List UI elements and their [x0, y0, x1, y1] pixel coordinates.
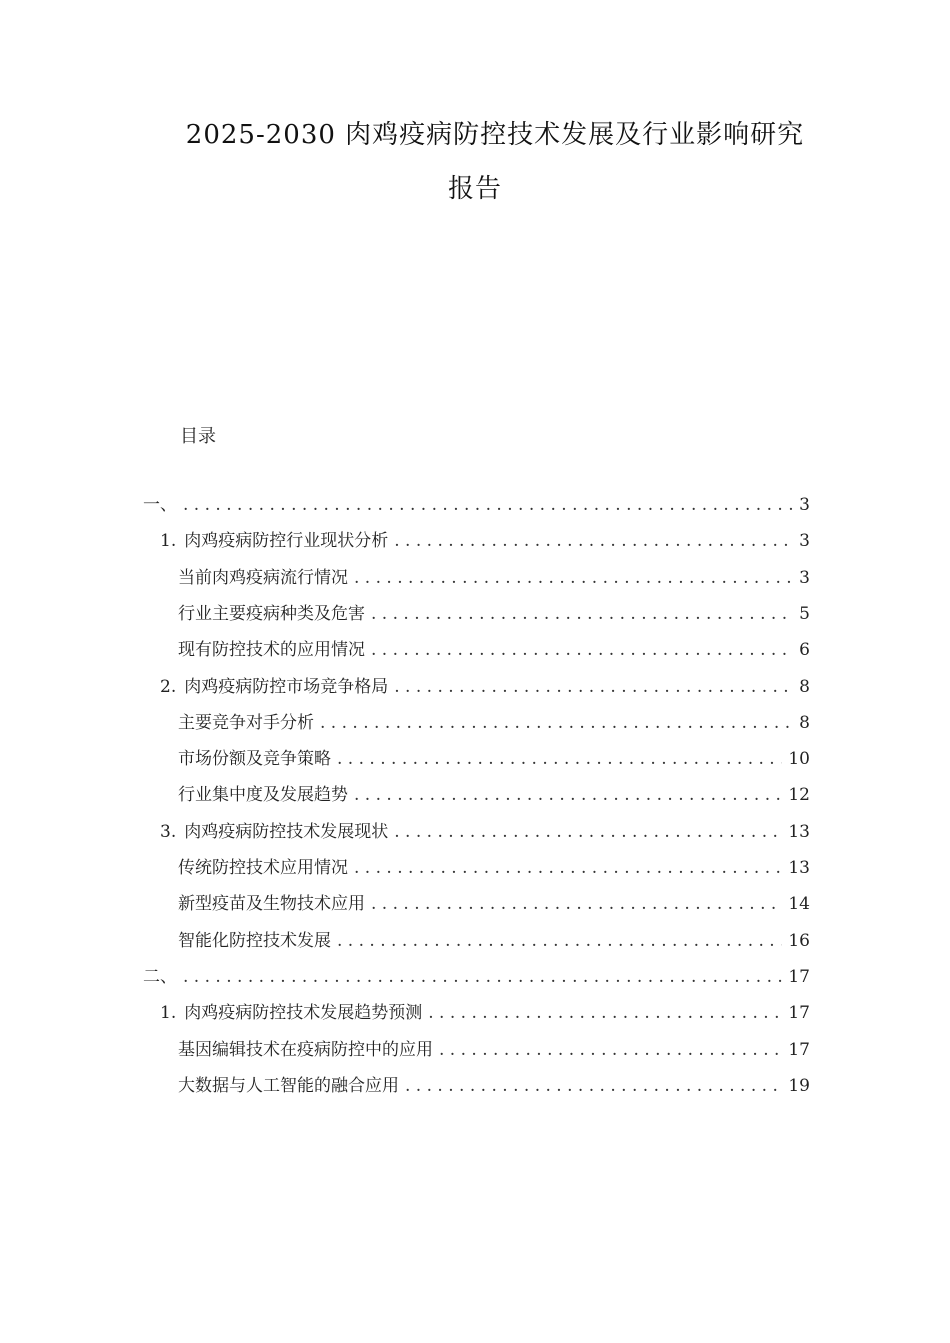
- toc-entry-page-number: 19: [788, 1075, 810, 1096]
- toc-entry-number: 1.: [160, 531, 177, 552]
- report-title-line2: 报告: [447, 174, 502, 204]
- toc-leader-dots: [394, 822, 782, 842]
- toc-entry-page-number: 6: [799, 640, 810, 661]
- toc-entry[interactable]: [178, 853, 810, 883]
- toc-entry[interactable]: [178, 744, 810, 774]
- toc-entry-label: 新型疫苗及生物技术应用: [178, 894, 365, 915]
- toc-leader-dots: [354, 568, 793, 588]
- toc-entry-page-number: 12: [788, 785, 810, 806]
- toc-entry-label: 一、: [143, 495, 177, 515]
- toc-entry-number: 3.: [160, 821, 177, 842]
- toc-leader-dots: [337, 931, 782, 951]
- toc-entry-page-number: 3: [799, 567, 810, 588]
- toc-entry-label: 基因编辑技术在疫病防控中的应用: [178, 1039, 433, 1060]
- toc-entry-page-number: 8: [799, 676, 810, 697]
- toc-entry-label: 肉鸡疫病防控市场竞争格局: [184, 676, 389, 697]
- toc-entry-page-number: 10: [788, 749, 810, 770]
- toc-entry-number: 1.: [160, 1003, 177, 1024]
- toc-leader-dots: [405, 1076, 782, 1096]
- toc-entry-page-number: 17: [788, 1003, 810, 1024]
- toc-entry[interactable]: [178, 599, 810, 629]
- toc-heading: 目录: [180, 426, 216, 447]
- toc-entry-label: 现有防控技术的应用情况: [178, 640, 365, 661]
- toc-entry-label: 市场份额及竞争策略: [178, 749, 331, 770]
- toc-entry[interactable]: [178, 708, 810, 738]
- toc-entry[interactable]: [178, 635, 810, 665]
- toc-leader-dots: [337, 749, 782, 769]
- toc-entry-page-number: 14: [788, 894, 810, 915]
- toc-entry[interactable]: [160, 526, 810, 556]
- toc-entry[interactable]: [160, 998, 810, 1028]
- toc-entry[interactable]: [178, 1071, 810, 1101]
- toc-entry-label: 肉鸡疫病防控技术发展现状: [184, 821, 389, 842]
- toc-entry-label: 肉鸡疫病防控技术发展趋势预测: [184, 1003, 423, 1024]
- toc-entry-page-number: 17: [788, 1039, 810, 1060]
- toc-entry-label: 行业主要疫病种类及危害: [178, 603, 365, 624]
- toc-entry[interactable]: [178, 780, 810, 810]
- report-title-line1: 2025-2030 肉鸡疫病防控技术发展及行业影响研究: [185, 120, 805, 150]
- toc-entry[interactable]: [160, 817, 810, 847]
- toc-leader-dots: [371, 640, 793, 660]
- toc-entry-page-number: 8: [799, 712, 810, 733]
- toc-entry[interactable]: [178, 1035, 810, 1065]
- toc-leader-dots: [371, 604, 793, 624]
- toc-entry-label: 大数据与人工智能的融合应用: [178, 1075, 399, 1096]
- toc-entry[interactable]: [178, 563, 810, 593]
- toc-entry-label: 当前肉鸡疫病流行情况: [178, 567, 348, 588]
- toc-entry-page-number: 17: [788, 966, 810, 987]
- toc-entry[interactable]: [178, 926, 810, 956]
- toc-entry[interactable]: [178, 889, 810, 919]
- toc-entry-label: 肉鸡疫病防控行业现状分析: [184, 531, 389, 552]
- toc-leader-dots: [394, 677, 793, 697]
- toc-entry-label: 主要竞争对手分析: [178, 712, 314, 733]
- toc-entry-label: 智能化防控技术发展: [178, 930, 331, 951]
- toc-leader-dots: [439, 1040, 782, 1060]
- toc-entry-page-number: 13: [788, 821, 810, 842]
- toc-entry-label: 行业集中度及发展趋势: [178, 785, 348, 806]
- toc-entry-page-number: 5: [799, 603, 810, 624]
- toc-entry-page-number: 16: [788, 930, 810, 951]
- toc-leader-dots: [183, 495, 793, 515]
- toc-entry[interactable]: [143, 490, 810, 520]
- toc-entry[interactable]: [160, 672, 810, 702]
- toc-entry-label: 传统防控技术应用情况: [178, 858, 348, 878]
- toc-entry-label: 二、: [143, 966, 177, 987]
- toc-entry[interactable]: [143, 962, 810, 992]
- toc-entry-page-number: 13: [788, 858, 810, 878]
- toc-entry-page-number: 3: [799, 495, 810, 515]
- toc-leader-dots: [354, 785, 782, 805]
- toc-leader-dots: [183, 967, 782, 987]
- toc-leader-dots: [394, 531, 793, 551]
- toc-leader-dots: [428, 1003, 782, 1023]
- toc-leader-dots: [371, 894, 782, 914]
- toc-leader-dots: [354, 858, 782, 878]
- toc-leader-dots: [320, 713, 793, 733]
- toc-entry-number: 2.: [160, 676, 177, 697]
- toc-entry-page-number: 3: [799, 531, 810, 552]
